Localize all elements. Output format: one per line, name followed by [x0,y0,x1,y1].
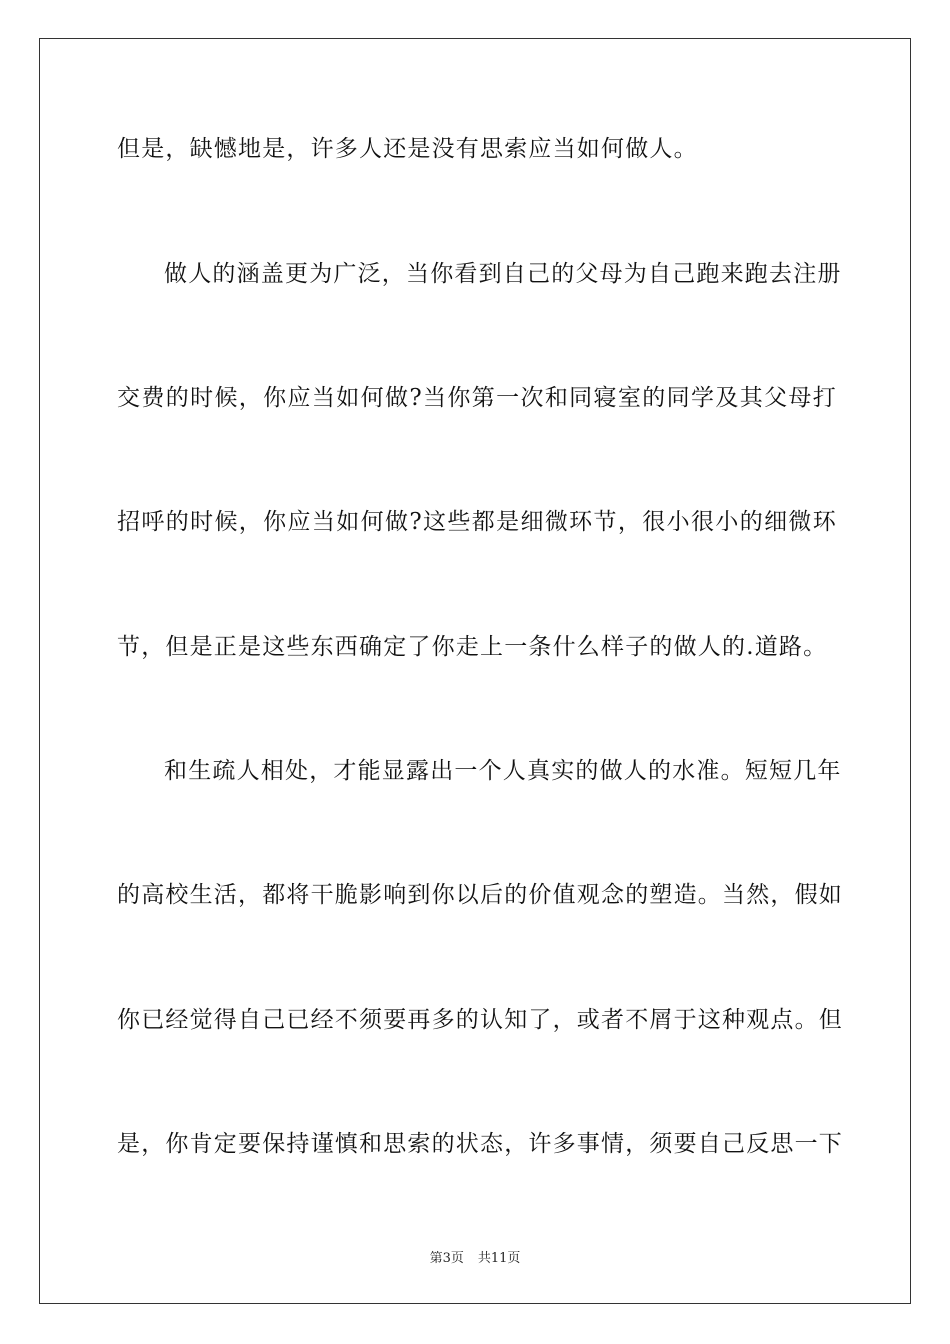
text-line: 但是，缺憾地是，许多人还是没有思索应当如何做人。 [117,136,698,162]
page-number: 第3页 [429,1251,464,1266]
page-border [39,38,911,1304]
text-line: 你已经觉得自己已经不须要再多的认知了，或者不屑于这种观点。但 [117,1007,843,1033]
text-line: 节，但是正是这些东西确定了你走上一条什么样子的做人的.道路。 [117,634,828,660]
page-total: 共11页 [477,1251,521,1266]
paragraph-first-line: 做人的涵盖更为广泛，当你看到自己的父母为自己跑来跑去注册 [164,261,842,287]
text-line: 是，你肯定要保持谨慎和思索的状态，许多事情，须要自己反思一下 [117,1131,843,1157]
page-footer [0,1247,950,1266]
paragraph-first-line: 和生疏人相处，才能显露出一个人真实的做人的水准。短短几年 [164,758,842,784]
text-line: 招呼的时候，你应当如何做?这些都是细微环节，很小很小的细微环 [117,509,837,535]
text-line: 的高校生活，都将干脆影响到你以后的价值观念的塑造。当然，假如 [117,882,843,908]
text-line: 交费的时候，你应当如何做?当你第一次和同寝室的同学及其父母打 [117,385,837,411]
